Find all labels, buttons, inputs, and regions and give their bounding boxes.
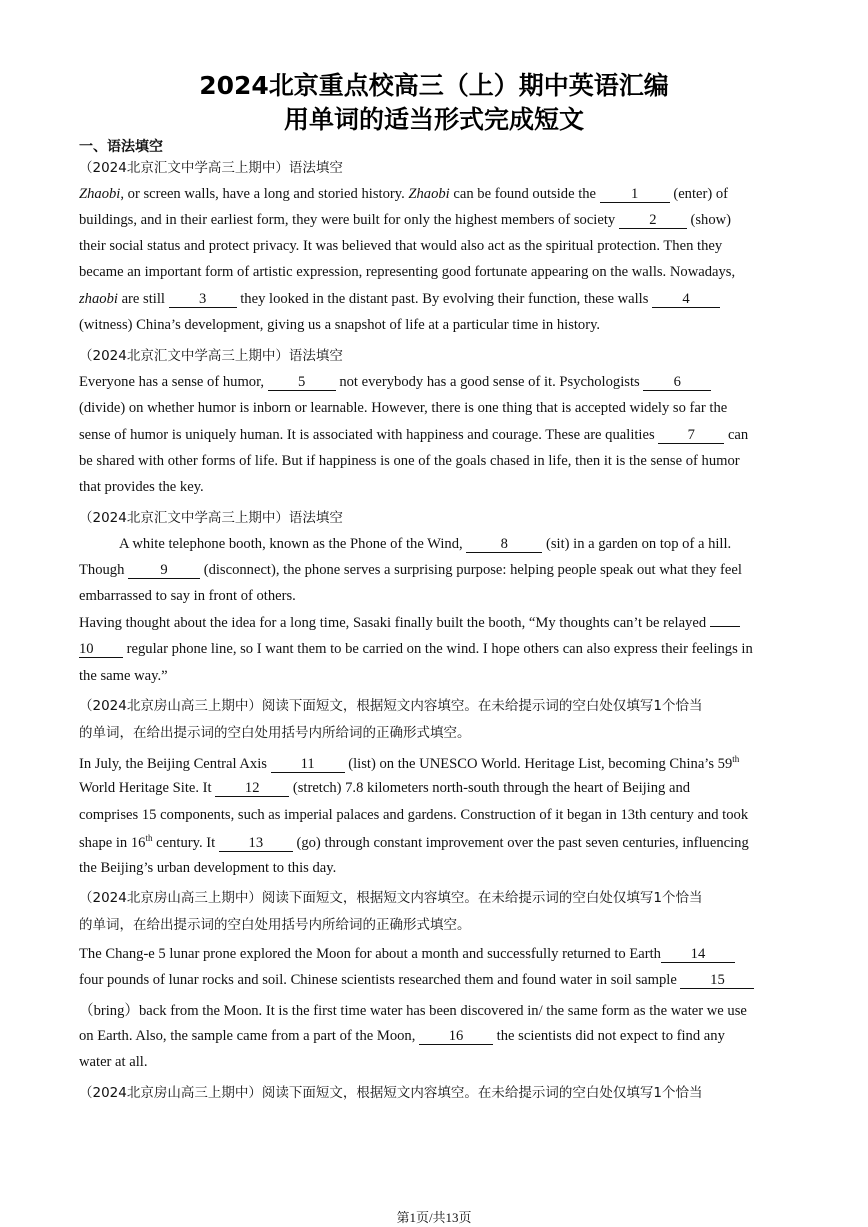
text-line: buildings, and in their earliest form, they were built for only the highest members of society 2 (show)	[79, 212, 732, 228]
answer-blank: 5	[268, 375, 336, 391]
passage-source-cont: 的单词，在给出提示词的空白处用括号内所给词的正确形式填空。	[79, 917, 471, 933]
answer-blank: 12	[215, 781, 289, 797]
answer-blank: 11	[271, 757, 345, 773]
passage-source: （2024北京汇文中学高三上期中）语法填空	[79, 160, 343, 176]
text-line: shape in 16th century. It 13 (go) through constant improvement over the past seven centuries, influencing	[79, 833, 749, 851]
passage-source: （2024北京汇文中学高三上期中）语法填空	[79, 348, 343, 364]
text-line: that provides the key.	[79, 479, 204, 495]
document-subtitle: 用单词的适当形式完成短文	[283, 105, 584, 134]
answer-blank-start	[710, 626, 740, 627]
text-line: Zhaobi, or screen walls, have a long and storied history. Zhaobi can be found outside the 1 (enter) of	[79, 186, 729, 202]
answer-blank: 6	[643, 375, 711, 391]
text-line: the Beijing’s urban development to this day.	[79, 860, 337, 876]
section-heading: 一、语法填空	[79, 139, 163, 155]
page-footer: 第1页/共13页	[396, 1210, 472, 1225]
answer-blank: 13	[219, 836, 293, 852]
text-line: water at all.	[79, 1054, 148, 1070]
text-line: be shared with other forms of life. But if happiness is one of the goals chased in life, then it is the sense of humor	[79, 453, 740, 469]
text-line: （bring）back from the Moon. It is the first time water has been discovered in/ the same form as the water we use	[79, 1003, 747, 1019]
text-line: (divide) on whether humor is inborn or learnable. However, there is one thing that is accepted widely so far the	[79, 400, 728, 416]
answer-blank: 1	[600, 187, 670, 203]
text-line: Having thought about the idea for a long time, Sasaki finally built the booth, “My thoughts can’t be relayed	[79, 615, 791, 632]
text-line: embarrassed to say in front of others.	[79, 588, 296, 604]
answer-blank: 4	[652, 292, 720, 308]
passage-source: （2024北京房山高三上期中）阅读下面短文，根据短文内容填空。在未给提示词的空白处仅填写1个恰当	[79, 1085, 703, 1101]
passage-source: （2024北京汇文中学高三上期中）语法填空	[79, 510, 343, 526]
answer-blank: 9	[128, 563, 200, 579]
passage-source: （2024北京房山高三上期中）阅读下面短文，根据短文内容填空。在未给提示词的空白处仅填写1个恰当	[79, 890, 703, 906]
passage-source: （2024北京房山高三上期中）阅读下面短文，根据短文内容填空。在未给提示词的空白处仅填写1个恰当	[79, 698, 703, 714]
text-line: The Chang-e 5 lunar prone explored the Moon for about a month and successfully returned to Earth 14	[79, 946, 791, 963]
text-line: the same way.”	[79, 668, 168, 684]
answer-blank: 2	[619, 213, 687, 229]
text-line: Though 9 (disconnect), the phone serves a surprising purpose: helping people speak out what they feel	[79, 562, 742, 578]
text-line: their social status and protect privacy. It was believed that would also act as the spiritual protection. Then they	[79, 238, 723, 254]
text-line: comprises 15 components, such as imperial palaces and gardens. Construction of it began in 13th century and took	[79, 807, 749, 823]
text-line: 10 regular phone line, so I want them to be carried on the wind. I hope others can also express their feelings in	[79, 641, 753, 657]
text-line: became an important form of artistic expression, representing good fortunate appearing on the walls. Nowadays,	[79, 264, 736, 280]
answer-blank: 10	[79, 642, 123, 658]
answer-blank: 14	[661, 947, 735, 963]
text-line: Everyone has a sense of humor, 5 not everybody has a good sense of it. Psychologists 6	[79, 374, 791, 391]
text-line: four pounds of lunar rocks and soil. Chinese scientists researched them and found water in soil sample 15	[79, 972, 791, 989]
text-line: zhaobi are still 3 they looked in the distant past. By evolving their function, these walls 4	[79, 291, 791, 308]
answer-blank: 7	[658, 428, 724, 444]
answer-blank: 8	[466, 537, 542, 553]
text-line: (witness) China’s development, giving us a snapshot of life at a particular time in history.	[79, 317, 601, 333]
answer-blank: 15	[680, 973, 754, 989]
text-line: on Earth. Also, the sample came from a part of the Moon, 16 the scientists did not expect to find any	[79, 1028, 725, 1044]
answer-blank: 16	[419, 1029, 493, 1045]
text-line: A white telephone booth, known as the Phone of the Wind, 8 (sit) in a garden on top of a hill.	[119, 536, 732, 552]
answer-blank: 3	[169, 292, 237, 308]
passage-source-cont: 的单词，在给出提示词的空白处用括号内所给词的正确形式填空。	[79, 725, 471, 741]
text-line: In July, the Beijing Central Axis 11 (list) on the UNESCO World. Heritage List, becoming China’s 59th	[79, 754, 740, 772]
text-line: sense of humor is uniquely human. It is associated with happiness and courage. These are qualities 7 can	[79, 427, 749, 443]
text-line: World Heritage Site. It 12 (stretch) 7.8 kilometers north-south through the heart of Beijing and	[79, 780, 691, 796]
document-title: 2024北京重点校高三（上）期中英语汇编	[199, 71, 669, 100]
